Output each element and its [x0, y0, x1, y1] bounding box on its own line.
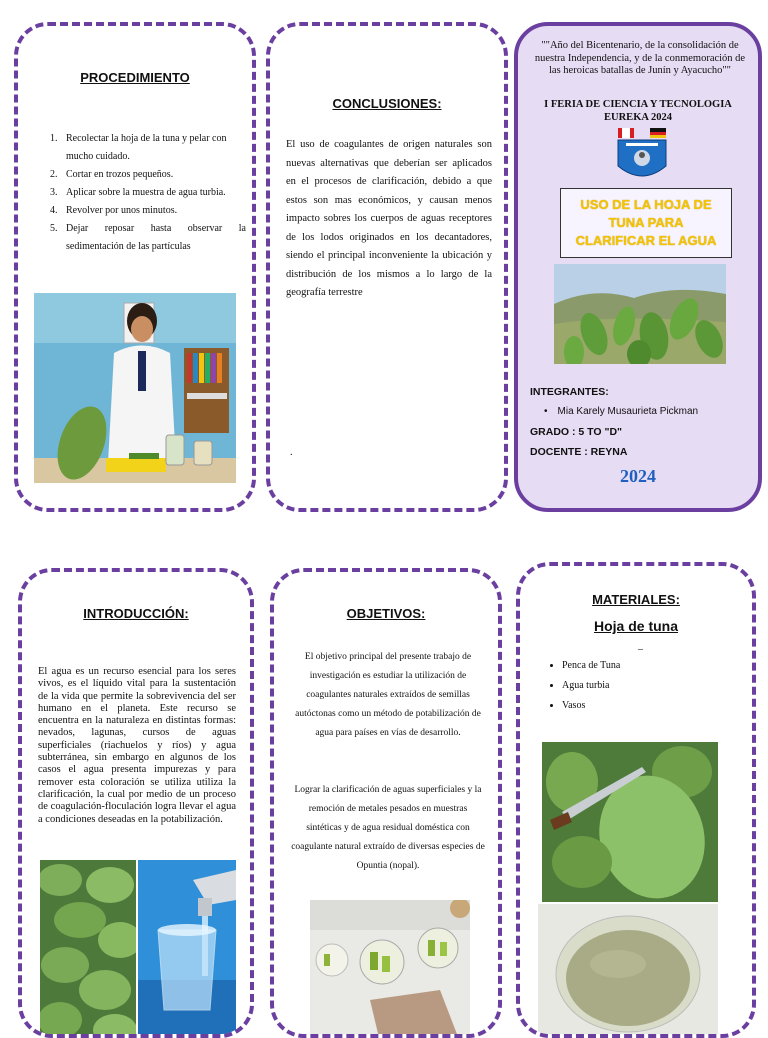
step-item: 1. Recolectar la hoja de la tuna y pelar con mucho cuidado. [60, 130, 246, 166]
step-item: 5. Dejar reposar hasta observar la sedimentación de las partículas [60, 220, 246, 256]
water-tap-photo [138, 860, 236, 1038]
objetivos-panel [270, 568, 502, 1038]
school-logo [616, 128, 668, 186]
conclusiones-dot: . [290, 447, 293, 458]
project-title: USO DE LA HOJA DE TUNA PARA CLARIFICAR EL AGUA [575, 197, 717, 248]
materiales-subtitle: Hoja de tuna [593, 618, 678, 634]
introduccion-text: El agua es un recurso esencial para los seres vivos, es el líquido vital para la sustentación de la vida que permite la sobrevivencia del ser humano en el planeta. Este recurso se encuentra en la naturaleza en distintas formas: nevados, lagunas, cursos de aguas superficiales (riachuelos y ríos) y agua subterránea, sin embargo en algunos de los casos el agua presenta impurezas y para remover esta coloración se utiliza utiliza la clarificación, la cual por medio de un proceso de coagulación-floculación logra llevar el agua a condiciones deseadas en la potabilización. [38, 666, 236, 825]
step-item: 4. Revolver por unos minutos. [60, 202, 246, 220]
knife-cactus-photo [542, 742, 718, 902]
samples-photo [310, 900, 470, 1038]
cover-year: 2024 [620, 466, 656, 486]
material-item: • Penca de Tuna [562, 656, 732, 676]
materiales-title: MATERIALES: [592, 592, 680, 607]
step-item: 2. Cortar en trozos pequeños. [60, 166, 246, 184]
objetivos-p1: El objetivo principal del presente trabajo de investigación es estudiar la utilización de coagulantes naturales extraídos de semillas autóctonas como un método de potabilización de agua para países en vías de desarrollo. [295, 652, 481, 738]
material-item: • Agua turbia [562, 676, 732, 696]
procedimiento-panel [14, 22, 256, 512]
materiales-list [532, 656, 732, 716]
grado-label: GRADO : 5 TO "D" [530, 426, 623, 438]
conclusiones-panel [266, 22, 508, 512]
turbid-water-photo [538, 904, 718, 1038]
conclusiones-title: CONCLUSIONES: [332, 96, 442, 111]
cactus-pads-photo [40, 860, 136, 1038]
cactus-photo [554, 264, 726, 364]
year-motto: ""Año del Bicentenario, de la consolidación de nuestra Independencia, y de la conmemoración de las heroicas batallas de Junín y Ayacucho"" [534, 40, 746, 76]
introduccion-title: INTRODUCCIÓN: [83, 606, 189, 621]
objetivos-p2: Lograr la clarificación de aguas superficiales y la remoción de metales pesados en muestras sintéticas y de agua residual doméstica con coagulante natural extraído de diversas especies de Opuntia (nopal). [291, 785, 485, 871]
docente-label: DOCENTE : REYNA [530, 446, 628, 458]
integrantes-label: INTEGRANTES: [530, 386, 609, 398]
material-item: • Vasos [562, 696, 732, 716]
procedimiento-title: PROCEDIMIENTO [80, 70, 190, 85]
step-item: 3. Aplicar sobre la muestra de agua turbia. [60, 184, 246, 202]
procedimiento-steps [28, 130, 246, 256]
cover-panel [514, 22, 762, 512]
project-title-box [560, 188, 732, 258]
introduccion-panel [18, 568, 254, 1038]
student-lab-photo [34, 293, 236, 483]
member-name: Mia Karely Musaurieta Pickman [557, 406, 699, 417]
conclusiones-text: El uso de coagulantes de origen naturales son nuevas alternativas que deberían ser aplicados en el procesos de clarificación, debido a que estos son mas económicos, y causan menos impacto sobres los cuerpos de aguas receptores de los lodos originados en los decantadores, siendo el principal inconveniente la ubicación y distribución de los mismos a lo largo de la geografía terrestre [286, 139, 492, 298]
bullet-icon: • [544, 406, 548, 417]
member-item [544, 406, 698, 417]
materiales-panel [516, 562, 756, 1038]
fair-title: I FERIA DE CIENCIA Y TECNOLOGIA EUREKA 2024 [544, 99, 732, 123]
materiales-dash: _ [638, 640, 643, 651]
objetivos-title: OBJETIVOS: [346, 606, 426, 621]
